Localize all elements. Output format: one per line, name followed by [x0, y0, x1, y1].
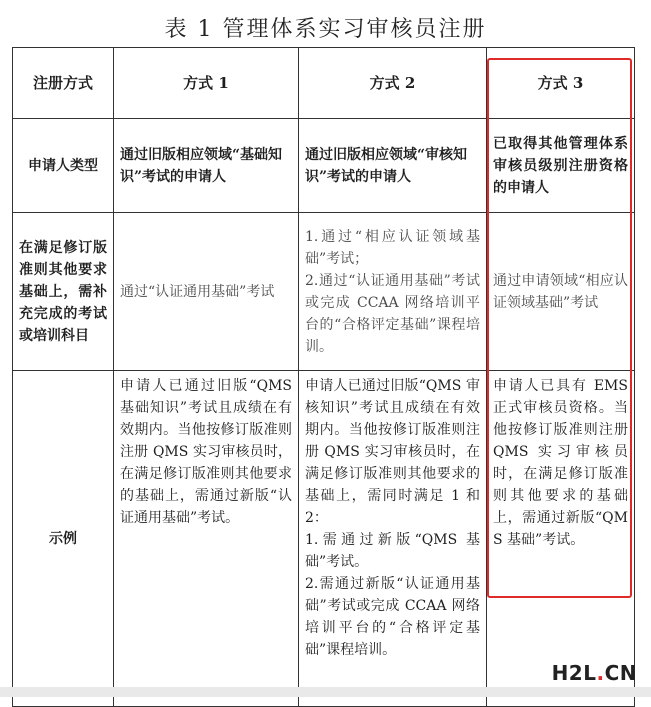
applicant-method-3: 已取得其他管理体系审核员级别注册资格的申请人 [487, 119, 635, 213]
example-method-2-item-1: 1.需通过新版“QMS 基础”考试。 [305, 532, 480, 570]
applicant-type-row [13, 119, 635, 213]
watermark-dot: . [596, 661, 605, 685]
exam-method-2-item-2: 2.通过“认证通用基础”考试或完成 CCAA 网络培训平台的“合格评定基础”课程培训。 [305, 272, 480, 355]
header-method-2: 方式 2 [299, 48, 487, 119]
example-method-2-intro: 申请人已通过旧版“QMS 审核知识”考试且成绩在有效期内。当他按修订版准则注册 QMS 实习审核员时，在满足修订版准则其他要求的基础上，需同时满足 1 和 2： [305, 378, 480, 526]
watermark-right: CN [604, 661, 637, 685]
row-label-exam: 在满足修订版准则其他要求基础上，需补充完成的考试或培训科目 [13, 213, 114, 371]
example-row [13, 371, 635, 707]
applicant-method-2: 通过旧版相应领域“审核知识”考试的申请人 [299, 119, 487, 213]
row-label-applicant-type: 申请人类型 [13, 119, 114, 213]
exam-row [13, 213, 635, 371]
exam-method-1: 通过“认证通用基础”考试 [114, 213, 299, 371]
header-method-3: 方式 3 [487, 48, 635, 119]
header-row [13, 48, 635, 119]
table-title: 表 1 管理体系实习审核员注册 [164, 17, 487, 42]
header-method-1: 方式 1 [114, 48, 299, 119]
watermark-left: H2L [551, 661, 597, 685]
bottom-bar [0, 687, 651, 697]
example-method-2 [299, 371, 487, 707]
header-registration-method: 注册方式 [13, 48, 114, 119]
applicant-method-1: 通过旧版相应领域“基础知识”考试的申请人 [114, 119, 299, 213]
example-method-2-item-2: 2.需通过新版“认证通用基础”考试或完成 CCAA 网络培训平台的“合格评定基础”课程培训。 [305, 576, 480, 658]
row-label-example: 示例 [13, 371, 114, 707]
exam-method-2-item-1: 1.通过“相应认证领域基础”考试； [305, 228, 480, 267]
example-method-1: 申请人已通过旧版“QMS 基础知识”考试且成绩在有效期内。当他按修订版准则注册 QMS 实习审核员时，在满足修订版准则其他要求的基础上，需通过新版“认证通用基础”考试。 [114, 371, 299, 707]
site-watermark [552, 661, 637, 685]
exam-method-2 [299, 213, 487, 371]
exam-method-3: 通过申请领域“相应认证领域基础”考试 [487, 213, 635, 371]
example-method-3: 申请人已具有 EMS 正式审核员资格。当他按修订版准则注册 QMS 实习审核员时，在满足修订版准则其他要求的基础上，需通过新版“QMS 基础”考试。 [487, 371, 635, 707]
registration-table [12, 47, 635, 707]
